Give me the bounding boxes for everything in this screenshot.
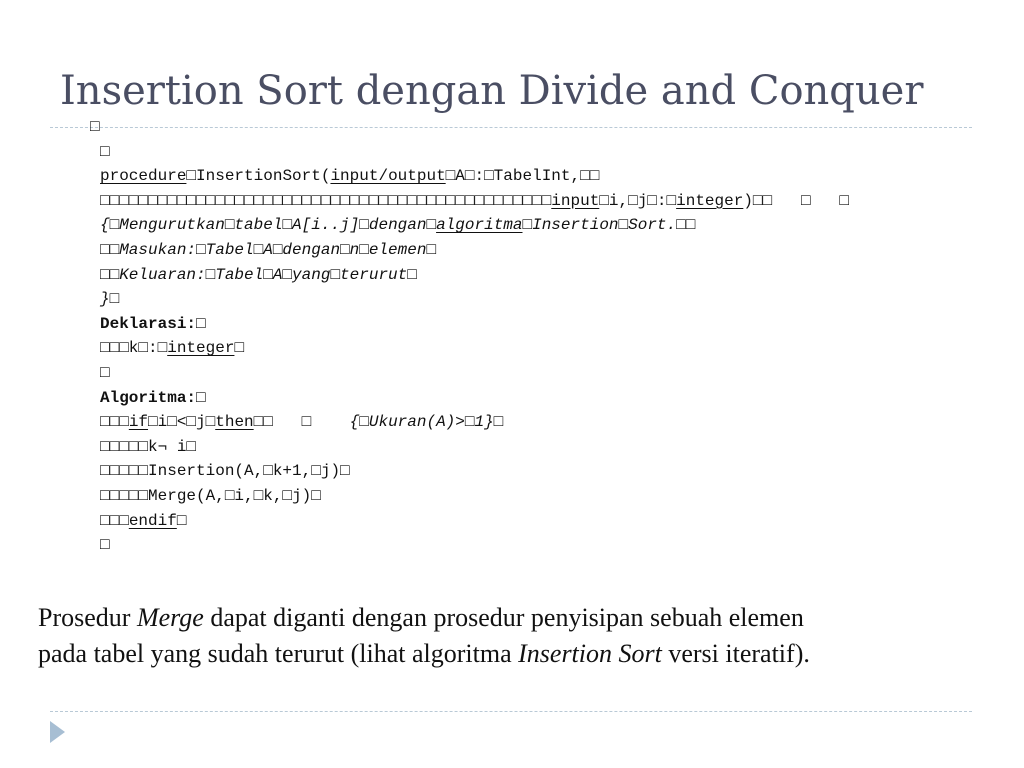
params-close: )□: [743, 191, 763, 210]
params-text: □i,□j□:□: [599, 191, 677, 210]
keyword-procedure: procedure: [100, 167, 187, 186]
keyword-input: input: [551, 191, 600, 210]
code-line-comment-close: }□: [100, 290, 120, 309]
placeholder-glyph: □: [100, 363, 110, 382]
paragraph-text: pada tabel yang sudah terurut (lihat algoritma: [38, 639, 519, 668]
keyword-input-output: input/output: [330, 167, 446, 186]
code-line-deklarasi: Deklarasi:□: [100, 314, 206, 333]
keyword-integer: integer: [167, 339, 235, 358]
decl-end: □: [234, 339, 245, 358]
paragraph-text: dapat diganti dengan prosedur penyisipan sebuah elemen: [203, 603, 804, 632]
placeholder-glyph: □: [100, 536, 110, 555]
indent-glyphs: □□□: [100, 413, 129, 432]
keyword-if: if: [128, 413, 149, 432]
slide-title: Insertion Sort dengan Divide and Conquer: [60, 68, 924, 114]
comment-open: {: [100, 216, 110, 235]
code-line: [100, 140, 849, 165]
decl-text: □□□k□:□: [100, 339, 168, 358]
paragraph-line: [38, 600, 998, 636]
code-line-algoritma: Algoritma:□: [100, 388, 206, 407]
pseudocode-block: [90, 115, 849, 558]
code-line-procedure: [100, 164, 849, 189]
comment-algoritma: algoritma: [436, 216, 523, 235]
code-line: [100, 361, 849, 386]
paragraph-text: Prosedur: [38, 603, 137, 632]
indent-glyphs: □□□□□□□□□□□□□□□□□□□□□□□□□□□□□□□□□□□□□□□□□□□□□□□: [100, 191, 552, 210]
comment-text: □: [426, 216, 437, 235]
placeholder-glyph: □: [100, 142, 110, 161]
code-line-params: [100, 189, 849, 214]
code-line-if: [100, 410, 849, 435]
code-line: [100, 533, 849, 558]
code-line-insertion-call: □□□□□Insertion(A,□k+1,□j)□: [100, 462, 350, 481]
procedure-param: □A□:□TabelInt,□□: [445, 167, 600, 186]
params-tail: □ □ □: [762, 191, 849, 210]
code-line-merge-call: □□□□□Merge(A,□i,□k,□j)□: [100, 486, 321, 505]
keyword-endif: endif: [128, 511, 177, 530]
code-line: [90, 115, 849, 140]
code-line-comment: □□Masukan:□Tabel□A□dengan□n□elemen□: [100, 240, 437, 259]
explanation-paragraph: [38, 600, 998, 672]
code-line-comment: □□Keluaran:□Tabel□A□yang□terurut□: [100, 265, 417, 284]
footer-divider: [50, 711, 972, 712]
keyword-integer: integer: [676, 191, 744, 210]
endif-end: □: [176, 511, 187, 530]
paragraph-line: [38, 636, 998, 672]
keyword-then: then: [215, 413, 254, 432]
if-tail: □□ □: [253, 413, 350, 432]
paragraph-merge-term: Merge: [136, 603, 204, 632]
indent-glyphs: □□□: [100, 511, 129, 530]
if-condition: □i□<□j□: [148, 413, 216, 432]
code-line-declaration: [100, 336, 849, 361]
comment-text: □Mengurutkan□tabel□A[i..j]□: [109, 216, 369, 235]
triangle-right-icon[interactable]: [50, 721, 65, 743]
paragraph-insertion-term: Insertion Sort: [518, 639, 662, 668]
code-line-comment: [100, 213, 849, 238]
placeholder-glyph: □: [90, 118, 100, 136]
paragraph-text: versi iteratif).: [661, 639, 810, 668]
comment-dengan: dengan: [368, 216, 427, 235]
comment-text: □Insertion□Sort.□□: [522, 216, 696, 235]
if-comment: {□Ukuran(A)>□1}□: [349, 413, 504, 432]
procedure-name: □InsertionSort(: [186, 167, 331, 186]
code-line-endif: [100, 509, 849, 534]
code-line-assign: □□□□□k¬ i□: [100, 437, 197, 456]
